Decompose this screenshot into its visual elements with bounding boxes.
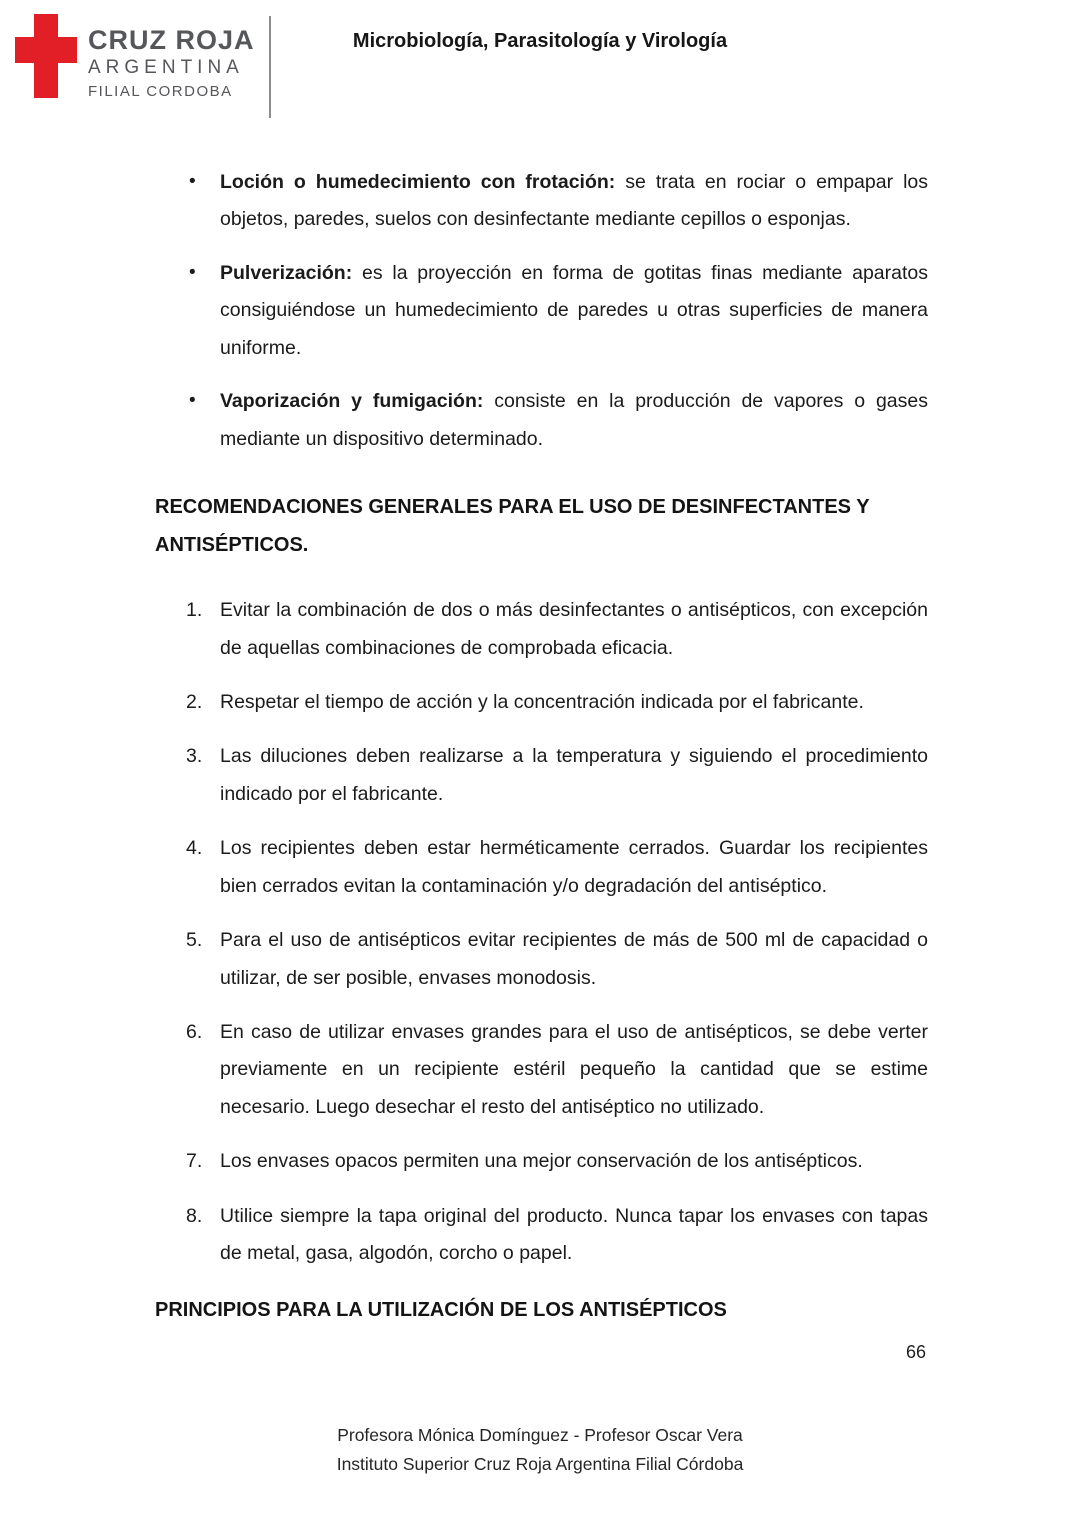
bullet-text	[220, 383, 928, 458]
numbered-item	[155, 684, 928, 721]
item-text: Las diluciones deben realizarse a la temperatura y siguiendo el procedimiento indicado por el fabricante.	[220, 745, 928, 805]
item-number: 7.	[186, 1150, 203, 1173]
bullet-text	[220, 164, 928, 239]
item-text: En caso de utilizar envases grandes para el uso de antisépticos, se debe verter previamente en un recipiente estéril pequeño la cantidad que se estime necesario. Luego desechar el resto del antiséptico no utilizado.	[220, 1021, 928, 1118]
bullet-list	[155, 164, 928, 458]
bullet-icon: •	[189, 261, 196, 283]
document-body	[0, 128, 1080, 1369]
numbered-item	[155, 1198, 928, 1273]
numbered-item	[155, 922, 928, 997]
item-number: 6.	[186, 1021, 203, 1043]
section-heading-principios: PRINCIPIOS PARA LA UTILIZACIÓN DE LOS ANTISÉPTICOS	[155, 1298, 727, 1321]
logo-line-1: CRUZ ROJA	[88, 25, 255, 55]
bullet-item	[155, 164, 928, 239]
document-title: Microbiología, Parasitología y Virología	[352, 30, 728, 52]
numbered-item	[155, 592, 928, 667]
bullet-icon: •	[189, 171, 196, 192]
bullet-lead: Pulverización:	[220, 261, 353, 284]
bullet-rest: consiste en la producción de vapores o gases mediante un dispositivo determinado.	[220, 390, 928, 450]
numbered-list	[155, 592, 928, 1273]
numbered-item	[155, 830, 928, 905]
item-text: Evitar la combinación de dos o más desinfectantes o antisépticos, con excepción de aquellas combinaciones de comprobada eficacia.	[220, 599, 928, 659]
bullet-lead: Loción o humedecimiento con frotación:	[220, 171, 616, 193]
bullet-item	[155, 383, 928, 458]
bullet-lead: Vaporización y fumigación:	[220, 390, 484, 413]
item-number: 3.	[186, 745, 203, 768]
bullet-item	[155, 255, 928, 367]
bullet-rest: es la proyección en forma de gotitas finas mediante aparatos consiguiéndose un humedecimiento de paredes u otras superficies de manera uniforme.	[220, 261, 928, 359]
header-divider	[269, 16, 271, 118]
item-text: Respetar el tiempo de acción y la concentración indicada por el fabricante.	[220, 690, 864, 713]
page-number: 66	[905, 1341, 926, 1362]
page-header	[0, 0, 1080, 128]
red-cross-icon	[15, 10, 79, 105]
bullet-text	[220, 255, 928, 367]
item-text: Los recipientes deben estar herméticamente cerrados. Guardar los recipientes bien cerrados evitan la contaminación y/o degradación del antiséptico.	[220, 837, 928, 897]
item-number: 4.	[186, 837, 203, 860]
page-footer	[0, 1421, 1080, 1478]
red-cross-logo	[15, 10, 271, 118]
logo-line-3: FILIAL CORDOBA	[88, 83, 233, 101]
logo-line-2: ARGENTINA	[88, 56, 244, 78]
item-text: Los envases opacos permiten una mejor conservación de los antisépticos.	[220, 1150, 863, 1173]
section-heading-recomendaciones: RECOMENDACIONES GENERALES PARA EL USO DE DESINFECTANTES Y ANTISÉPTICOS.	[155, 496, 870, 557]
item-number: 5.	[186, 929, 203, 952]
numbered-item	[155, 1143, 928, 1180]
bullet-icon: •	[189, 390, 196, 412]
bullet-rest: se trata en rociar o empapar los objetos, paredes, suelos con desinfectante mediante cepillos o esponjas.	[220, 171, 928, 231]
item-text: Para el uso de antisépticos evitar recipientes de más de 500 ml de capacidad o utilizar, de ser posible, envases monodosis.	[220, 929, 928, 989]
footer-line-2: Instituto Superior Cruz Roja Argentina Filial Córdoba	[336, 1453, 744, 1474]
item-number: 2.	[186, 690, 203, 713]
numbered-item	[155, 738, 928, 813]
item-number: 8.	[186, 1204, 203, 1227]
footer-line-1: Profesora Mónica Domínguez - Profesor Oscar Vera	[337, 1425, 743, 1446]
item-number: 1.	[186, 599, 203, 622]
item-text: Utilice siempre la tapa original del producto. Nunca tapar los envases con tapas de metal, gasa, algodón, corcho o papel.	[220, 1204, 928, 1265]
logo-text	[88, 10, 255, 100]
numbered-item	[155, 1014, 928, 1126]
